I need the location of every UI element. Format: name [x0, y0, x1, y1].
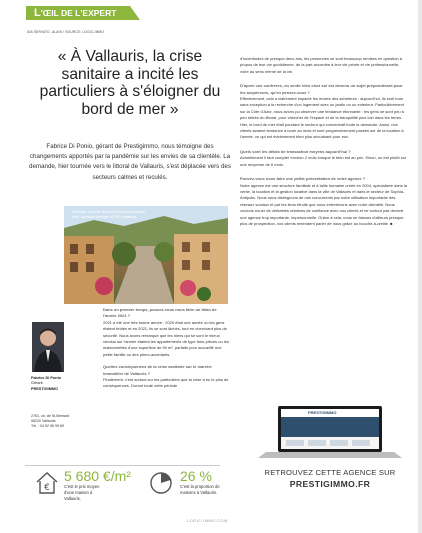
question-5: Pouvez-vous nous faire une petite présentation de votre agence ?	[240, 176, 366, 182]
agency-phone: Tél. : 04 92 96 99 69	[31, 424, 64, 428]
answer-4: Actuellement il faut compter environ 2 mois lorsque le bien est au prix. Sinon, on est plutôt sur une moyenne de 6 mois.	[240, 155, 407, 167]
svg-text:€: €	[44, 483, 50, 493]
answer-2: Finalement, c'est surtout sur les particuliers que la crise a eu le plus de conséquences. Durant toute cette période	[103, 377, 229, 389]
page-edge-bar	[418, 0, 422, 533]
promo-block	[248, 468, 412, 489]
continuation-text: d'incertitudes de presque deux ans, les personnes se sont beaucoup remises en question à propos de leur vie quotidienne, de la part accordée à leur vie privée et vie professionnelle, voire au sens même de la vie.	[240, 56, 402, 74]
pie-chart-icon	[148, 470, 174, 496]
photo-caption: Vallauris, une ville reconnue pour son présent d'art, accueille quelque 30 000 habitants.	[72, 210, 145, 219]
section-tab	[26, 6, 130, 20]
page-footer: LOGIC-IMMO.COM	[187, 518, 228, 523]
answer-1: 2021 a été une très bonne année : 2020 était une année où les gens étaient bridés et en 2021, ils se sont lâchés, tout en cherchant plus de sécurité. Nous avons remarqué que les biens qui se sont le mieux vendus sur l'année étaient les appartements de type trois-pièces ou les maisonnettes d'une superficie de 90 m², parfaits pour accueillir une petite famille ou des primo-accédants.	[103, 319, 229, 357]
portrait-photo	[32, 322, 64, 372]
address-line-1: 2761, ch. de St-Bernard	[31, 414, 70, 418]
person-agency: PRESTIGIMMO	[31, 386, 59, 391]
answer-3: Effectivement, cela a clairement impacté les envies des acheteurs : aujourd'hui, ils sont tous sans exception à la recherche d'un logement avec un jardin ou un extérieur. Particulièrement sur la Côte d'Azur, nous avons pu observer une tendance étonnante : les gens se sont peu à peu retirés du littoral, pour chercher de l'espace et de la tranquillité plus loin dans les terres. Hier, le bord de mer était pourtant le secteur qui concentrait toute la demande. Aussi, nos clients avaient tendance à louer au mois et sont progressivement passés sur de la location à l'année, ce qui est évidemment bien plus sécurisant pour eux.	[240, 96, 404, 140]
section-tab-initial: L	[34, 7, 41, 19]
question-1: Dans un premier temps, pouvez-vous nous faire un bilan de l'année 2021 ?	[103, 307, 217, 319]
vallauris-photo	[64, 206, 228, 304]
person-role: Gérant	[31, 381, 43, 386]
promo-line-1: RETROUVEZ CETTE AGENCE SUR	[264, 468, 396, 477]
agency-address	[31, 414, 73, 429]
promo-website-link[interactable]: PRESTIGIMMO.FR	[289, 479, 371, 489]
euro-house-icon	[34, 470, 60, 496]
question-2: Quelles conséquences de la crise sanitaire sur le marché immobilier de Vallauris ?	[103, 364, 212, 376]
right-column	[240, 56, 408, 227]
question-4: Quels sont les délais de transaction moyens aujourd'hui ?	[240, 148, 351, 154]
stat-1	[64, 468, 131, 502]
screen-brand: PRESTIGIMMO	[308, 410, 337, 415]
stat-2-value: 26 %	[180, 468, 212, 484]
person-portrait-illustration	[32, 322, 64, 372]
section-tab-label: 'ŒIL DE L'EXPERT	[40, 8, 117, 18]
question-3: D'après vos confrères, on sentir bien chez soi est devenu un sujet prépondérant pour les acquéreurs, qu'en pensez-vous ?	[240, 83, 403, 95]
address-line-2: 06220 Vallauris	[31, 419, 56, 423]
street-scene-illustration	[64, 206, 228, 304]
photo-credit: IDA SERVATO, ALAIN / SOURCE: LOGIC-IMMO	[27, 30, 104, 34]
stats-divider	[25, 465, 220, 466]
person-info	[31, 376, 73, 392]
article-title: « À Vallauris, la crise sanitaire a incité les particuliers à s'éloigner du bord de mer »	[39, 48, 221, 118]
left-column	[103, 307, 229, 390]
stat-2-text: C'est la proportion de maisons à Vallauris.	[180, 484, 220, 495]
stat-1-value: 5 680 €/m²	[64, 468, 131, 484]
article-lead: Fabrice Di Ponio, gérant de Prestigimmo, nous témoigne des changements apportés par la pandémie sur les envies de sa clientèle. La demande, hier tournée vers le littoral de Vallauris, s'est déplacée vers des secteurs calmes et reculés.	[29, 143, 231, 181]
laptop-website-mockup	[256, 404, 404, 460]
stat-1-text: C'est le prix moyen d'une maison à Vallauris.	[64, 484, 100, 501]
stat-2	[180, 468, 220, 496]
answer-5: Notre agence est une structure familiale et à taille humaine créée en 2004, spécialisée dans la vente, la location et la gestion locative dans la ville de Vallauris et dans le secteur de Sophia-Antipolis. Nous nous distinguons de nos concurrents par notre utilisation importante des réseaux sociaux et par les liens étroits que nous entretenons avec notre clientèle. Nous voulons nouer de véritables relations de confiance avec nos clients et ne surtout pas devenir une agence trop importante, impersonnelle. Grâce à cela, nous ne faisons d'ailleurs presque plus de prospection, nos clients entendent parler de nous grâce au bouche-à-oreille. ■	[240, 182, 407, 226]
person-name: Fabrice Di Ponio	[31, 376, 61, 380]
